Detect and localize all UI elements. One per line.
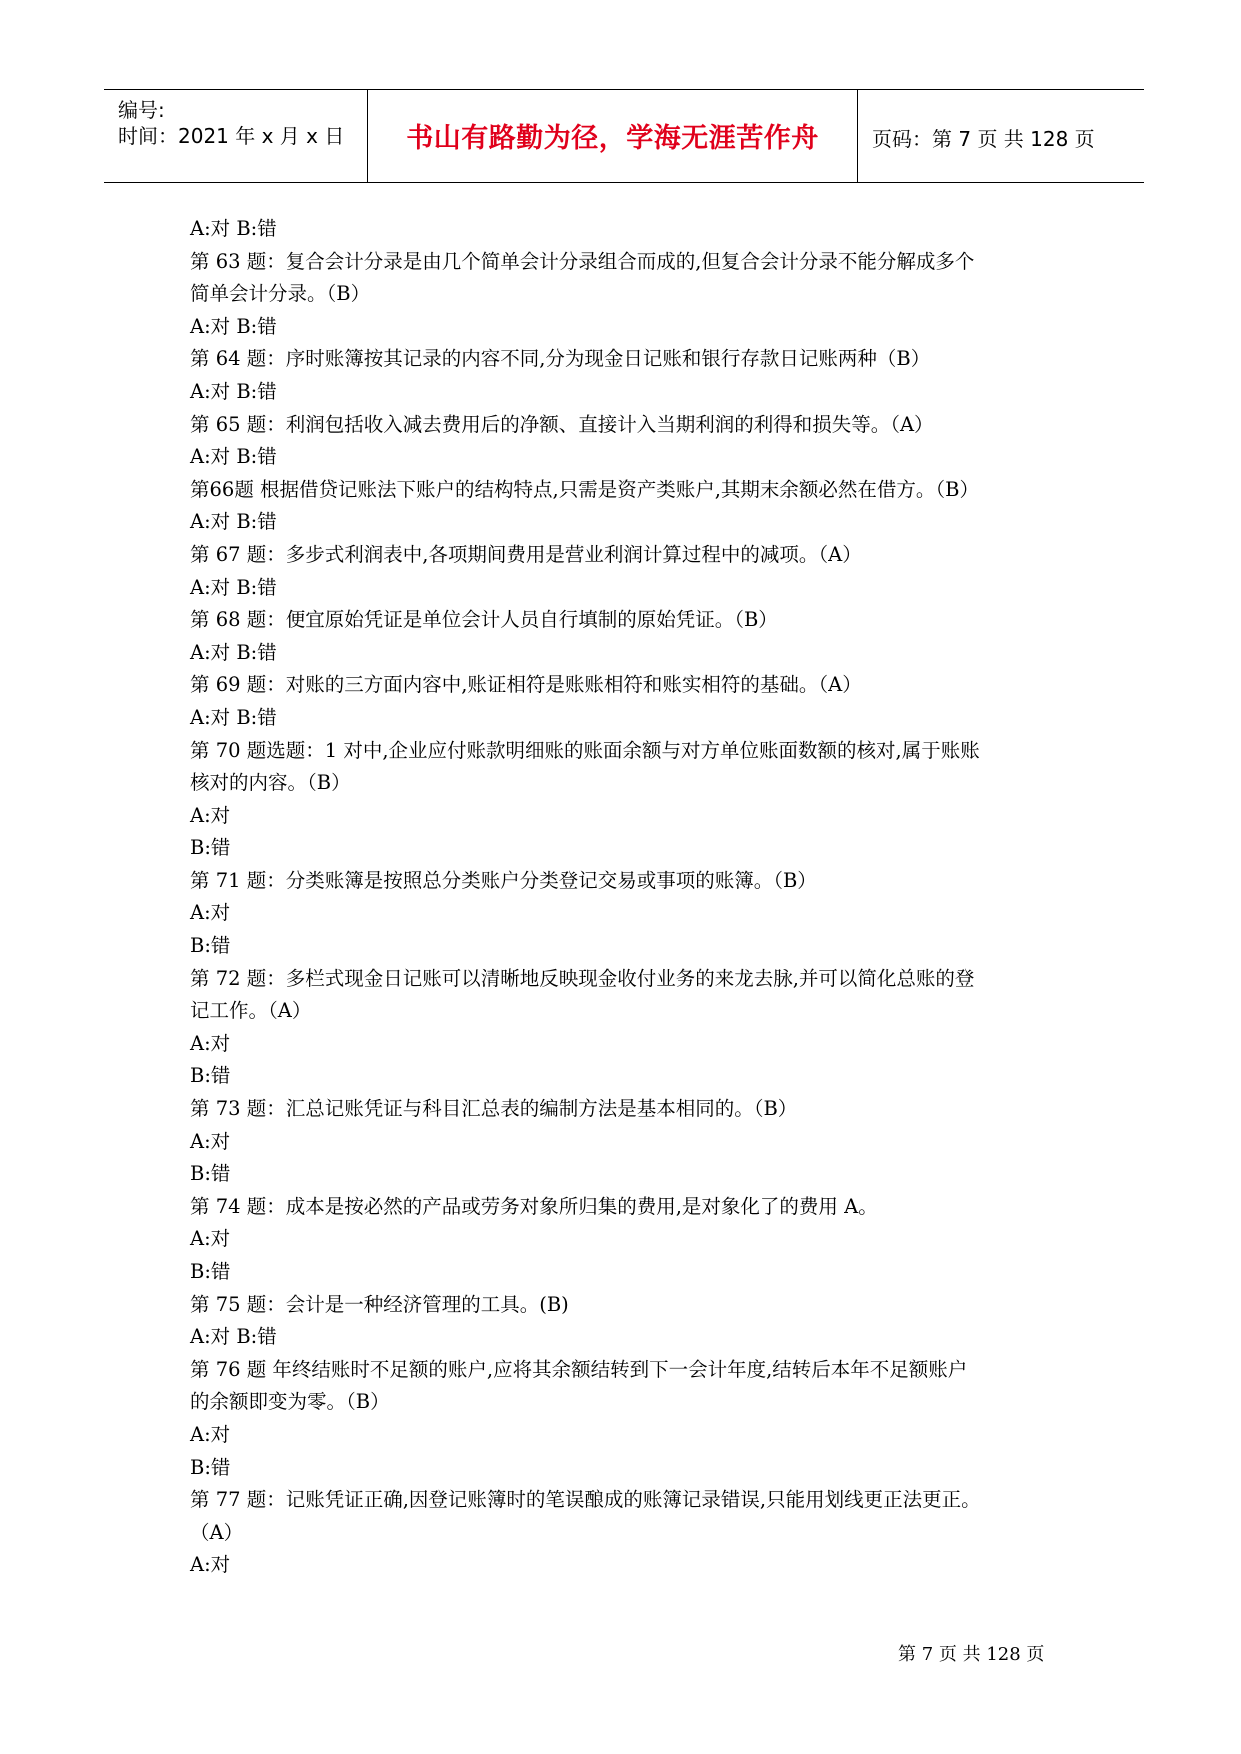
text-line: A:对: [190, 1031, 231, 1055]
page-header: [104, 89, 1144, 183]
header-page-info: 页码：第 7 页 共 128 页: [872, 127, 1095, 151]
text-line: A:对 B:错: [190, 510, 277, 534]
header-info-cell: [104, 90, 368, 182]
text-line: 第 65 题：利润包括收入减去费用后的净额、直接计入当期利润的利得和损失等。（A）: [190, 412, 934, 436]
text-line: B:错: [190, 1455, 231, 1479]
text-line: B:错: [190, 1260, 231, 1283]
text-line: 第 73 题：汇总记账凭证与科目汇总表的编制方法是基本相同的。（B）: [190, 1097, 798, 1121]
text-line: 第 69 题：对账的三方面内容中,账证相符是账账相符和账实相符的基础。（A）: [190, 673, 862, 697]
document-number-label: 编号:: [118, 98, 165, 122]
text-line: 第 76 题 年终结账时不足额的账户,应将其余额结转到下一会计年度,结转后本年不足额账户: [190, 1357, 968, 1381]
text-line: A:对 B:错: [190, 445, 277, 469]
text-line: 的余额即变为零。（B）: [190, 1390, 390, 1414]
text-line: 第 77 题：记账凭证正确,因登记账簿时的笔误酿成的账簿记录错误,只能用划线更正法更正。: [190, 1488, 981, 1512]
text-line: 简单会计分录。（B）: [190, 282, 371, 306]
text-line: A:对: [190, 803, 231, 827]
text-line: B:错: [190, 1064, 231, 1088]
text-line: 核对的内容。（B）: [190, 771, 351, 795]
text-line: 记工作。（A）: [190, 999, 312, 1023]
text-line: A:对 B:错: [190, 575, 277, 599]
page-footer: 第 7 页 共 128 页: [898, 1644, 1045, 1665]
text-line: A:对: [190, 901, 231, 925]
text-line: A:对: [190, 1129, 231, 1153]
text-line: A:对: [190, 1553, 231, 1577]
text-line: 第66题 根据借贷记账法下账户的结构特点,只需是资产类账户,其期末余额必然在借方。（B）: [190, 477, 979, 501]
text-line: 第 75 题：会计是一种经济管理的工具。(B): [190, 1292, 569, 1316]
text-line: 第 68 题：便宜原始凭证是单位会计人员自行填制的原始凭证。（B）: [190, 608, 778, 632]
text-line: A:对: [190, 1227, 231, 1251]
header-motto-cell: [368, 90, 858, 182]
text-line: 第 64 题：序时账簿按其记录的内容不同,分为现金日记账和银行存款日记账两种（B）: [190, 347, 931, 371]
text-line: A:对 B:错: [190, 314, 277, 338]
text-line: B:错: [190, 836, 231, 860]
header-motto: 书山有路勤为径，学海无涯苦作舟: [406, 123, 819, 154]
text-line: 第 63 题：复合会计分录是由几个简单会计分录组合而成的,但复合会计分录不能分解成多个: [190, 249, 975, 273]
text-line: 第 72 题：多栏式现金日记账可以清晰地反映现金收付业务的来龙去脉,并可以简化总账的登: [190, 966, 975, 990]
header-page-cell: [858, 90, 1144, 182]
text-line: 第 74 题：成本是按必然的产品或劳务对象所归集的费用,是对象化了的费用 A。: [190, 1194, 878, 1218]
question-list: [190, 213, 1070, 1582]
text-line: A:对 B:错: [190, 640, 277, 664]
text-line: 第 71 题：分类账簿是按照总分类账户分类登记交易或事项的账簿。（B）: [190, 868, 817, 892]
text-line: 第 67 题：多步式利润表中,各项期间费用是营业利润计算过程中的减项。（A）: [190, 542, 862, 566]
text-line: 第 70 题选题：1 对中,企业应付账款明细账的账面余额与对方单位账面数额的核对,属于账账: [190, 738, 980, 762]
text-line: A:对 B:错: [190, 705, 277, 729]
text-line: A:对 B:错: [190, 1325, 277, 1349]
text-line: B:错: [190, 934, 231, 958]
text-line: A:对: [190, 1422, 231, 1446]
document-time-label: 时间：2021 年 x 月 x 日: [118, 124, 345, 148]
text-line: B:错: [190, 1162, 231, 1186]
text-line: （A）: [190, 1520, 244, 1544]
text-line: A:对 B:错: [190, 217, 277, 240]
text-line: A:对 B:错: [190, 379, 277, 403]
